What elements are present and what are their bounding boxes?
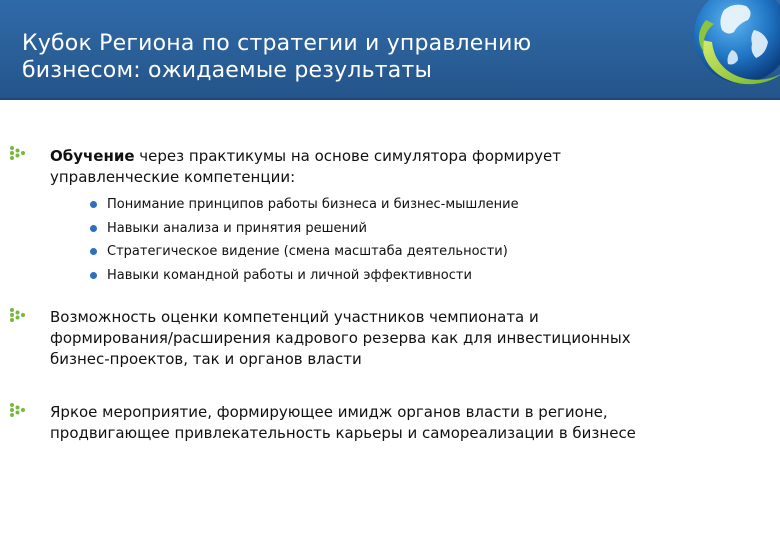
item-3-text	[50, 402, 770, 444]
item-3-line-1: Яркое мероприятие, формирующее имидж органов власти в регионе,	[50, 403, 608, 421]
title-line-1: Кубок Региона по стратегии и управлению	[22, 31, 532, 56]
green-dots-arrow-icon	[9, 145, 33, 161]
bullet-dot-icon	[90, 225, 97, 232]
bullet-dot-icon	[90, 201, 97, 208]
list-item	[90, 217, 750, 241]
green-dots-arrow-icon	[9, 402, 33, 418]
sub-item-text: Понимание принципов работы бизнеса и бизнес-мышление	[107, 197, 519, 212]
globe-icon	[672, 0, 780, 100]
item-1-text	[50, 146, 770, 188]
item-3-line-2: продвигающее привлекательность карьеры и самореализации в бизнесе	[50, 424, 636, 442]
slide-header	[0, 0, 780, 100]
item-2-line-3: бизнес-проектов, так и органов власти	[50, 350, 362, 368]
green-dots-arrow-icon	[9, 307, 33, 323]
item-1-line-1: через практикумы на основе симулятора формирует	[134, 147, 561, 165]
list-item	[90, 193, 750, 217]
item-2-text	[50, 307, 770, 370]
bullet-dot-icon	[90, 248, 97, 255]
list-item	[90, 264, 750, 288]
bullet-dot-icon	[90, 272, 97, 279]
sub-item-text: Навыки командной работы и личной эффективности	[107, 267, 472, 283]
item-2-line-2: формирования/расширения кадрового резерва как для инвестиционных	[50, 329, 631, 347]
item-2-line-1: Возможность оценки компетенций участников чемпионата и	[50, 308, 539, 326]
slide-title	[22, 30, 642, 84]
sub-item-text: Стратегическое видение (смена масштаба деятельности)	[107, 244, 508, 259]
item-1-sublist	[90, 193, 750, 287]
title-line-2: бизнесом: ожидаемые результаты	[22, 58, 433, 83]
list-item	[90, 240, 750, 264]
sub-item-text: Навыки анализа и принятия решений	[107, 220, 367, 236]
item-1-bold: Обучение	[50, 147, 135, 165]
item-1-line-2: управленческие компетенции:	[50, 168, 296, 186]
